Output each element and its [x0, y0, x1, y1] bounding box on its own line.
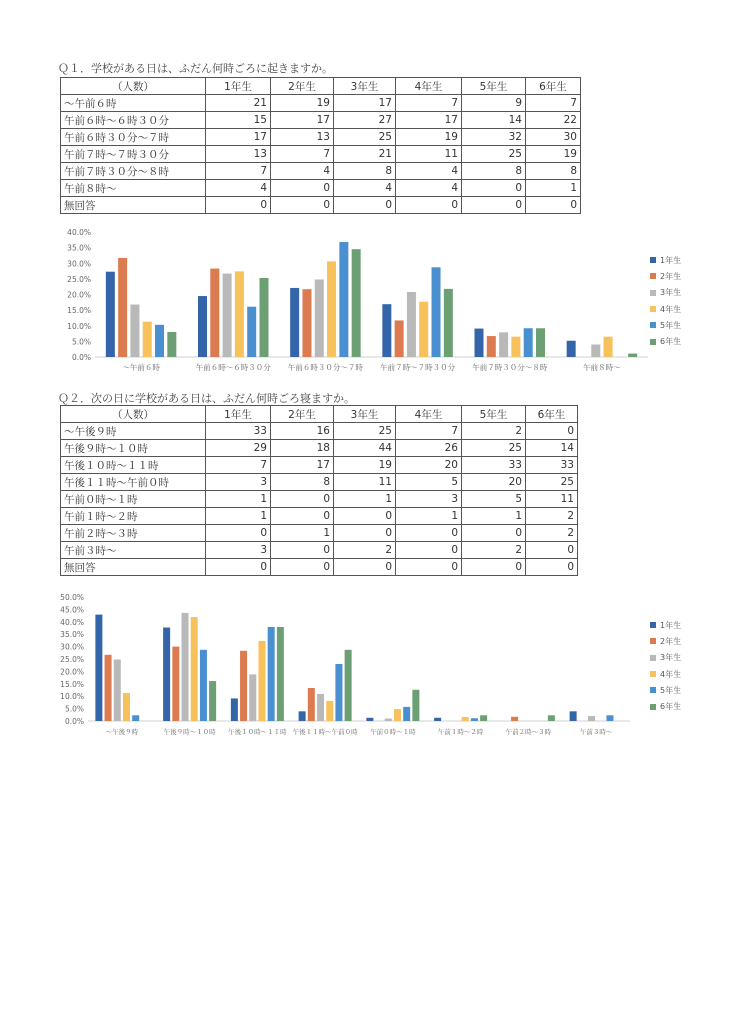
count-cell: 1 [206, 508, 271, 525]
bar [511, 717, 518, 721]
count-cell: 0 [334, 559, 396, 576]
x-tick-label: 午前３時〜 [579, 728, 613, 736]
y-tick-label: 50.0% [60, 593, 84, 602]
grade-header: 5年生 [462, 78, 526, 95]
count-cell: 30 [526, 129, 581, 146]
x-tick-label: 午後１１時〜午前０時 [292, 728, 358, 736]
count-cell: 11 [396, 146, 462, 163]
bar [385, 719, 392, 721]
bar [258, 641, 265, 721]
count-cell: 22 [526, 112, 581, 129]
count-cell: 25 [462, 440, 526, 457]
count-cell: 0 [396, 559, 462, 576]
count-cell: 20 [462, 474, 526, 491]
count-cell: 1 [526, 180, 581, 197]
count-cell: 0 [334, 508, 396, 525]
x-tick-label: 午前１時〜２時 [437, 728, 484, 736]
count-cell: 2 [526, 508, 578, 525]
x-tick-label: 午後９時〜１０時 [163, 728, 216, 736]
count-cell: 0 [334, 197, 396, 214]
row-label: 午前１時〜２時 [61, 508, 206, 525]
legend-label: 6年生 [660, 702, 682, 712]
row-label: 〜午後９時 [61, 423, 206, 440]
y-tick-label: 40.0% [67, 228, 91, 237]
legend-label: 5年生 [660, 320, 682, 330]
count-cell: 1 [396, 508, 462, 525]
bar [570, 711, 577, 721]
grade-header: 1年生 [206, 406, 271, 423]
row-label: 無回答 [61, 559, 206, 576]
count-cell: 21 [334, 146, 396, 163]
count-cell: 7 [396, 95, 462, 112]
grade-header: 2年生 [271, 406, 334, 423]
count-cell: 20 [396, 457, 462, 474]
count-cell: 2 [526, 525, 578, 542]
bar [114, 659, 121, 721]
row-label: 午前７時〜７時３０分 [61, 146, 206, 163]
bar [480, 715, 487, 721]
count-cell: 4 [206, 180, 271, 197]
count-cell: 21 [206, 95, 271, 112]
bar [163, 628, 170, 721]
unit-header: （人数） [61, 78, 206, 95]
y-tick-label: 0.0% [71, 353, 91, 362]
x-tick-label: 午前６時〜６時３０分 [195, 363, 271, 372]
count-cell: 27 [334, 112, 396, 129]
legend-swatch [650, 687, 656, 693]
bar [326, 701, 333, 721]
count-cell: 19 [271, 95, 334, 112]
count-cell: 4 [396, 180, 462, 197]
bar [277, 627, 284, 721]
count-cell: 5 [462, 491, 526, 508]
legend-item [650, 633, 681, 649]
count-cell: 0 [271, 180, 334, 197]
row-label: 午前７時３０分〜８時 [61, 163, 206, 180]
legend-label: 3年生 [660, 288, 682, 298]
count-cell: 33 [206, 423, 271, 440]
count-cell: 0 [271, 542, 334, 559]
count-cell: 4 [396, 163, 462, 180]
legend-label: 4年生 [660, 669, 682, 679]
count-cell: 18 [271, 440, 334, 457]
row-label: 午後１０時〜１１時 [61, 457, 206, 474]
row-label: 午前８時〜 [61, 180, 206, 197]
legend-item [650, 666, 681, 682]
count-cell: 13 [271, 129, 334, 146]
legend-item [650, 617, 681, 633]
grade-header: 4年生 [396, 78, 462, 95]
y-tick-label: 5.0% [71, 337, 91, 347]
y-tick-label: 45.0% [60, 605, 84, 615]
q2-legend [650, 617, 681, 715]
count-cell: 11 [526, 491, 578, 508]
bar [588, 716, 595, 721]
x-tick-label: 午前２時〜３時 [505, 728, 552, 736]
y-tick-label: 10.0% [60, 692, 84, 702]
count-cell: 19 [334, 457, 396, 474]
row-label: 〜午前６時 [61, 95, 206, 112]
grade-header: 6年生 [526, 406, 578, 423]
count-cell: 8 [334, 163, 396, 180]
legend-label: 1年生 [660, 620, 682, 630]
bar [366, 718, 373, 721]
count-cell: 3 [206, 474, 271, 491]
y-tick-label: 20.0% [60, 667, 84, 677]
count-cell: 7 [526, 95, 581, 112]
count-cell: 0 [271, 197, 334, 214]
count-cell: 3 [396, 491, 462, 508]
legend-item [650, 698, 681, 714]
count-cell: 7 [206, 163, 271, 180]
count-cell: 33 [462, 457, 526, 474]
y-tick-label: 25.0% [67, 274, 91, 284]
y-tick-label: 30.0% [67, 259, 91, 269]
count-cell: 3 [206, 542, 271, 559]
count-cell: 0 [396, 542, 462, 559]
row-label: 午後９時〜１０時 [61, 440, 206, 457]
count-cell: 11 [334, 474, 396, 491]
legend-label: 2年生 [660, 636, 682, 646]
count-cell: 8 [526, 163, 581, 180]
bar [132, 715, 139, 721]
bar [299, 711, 306, 721]
legend-label: 1年生 [660, 255, 682, 265]
count-cell: 4 [334, 180, 396, 197]
bar [548, 715, 555, 721]
count-cell: 33 [526, 457, 578, 474]
count-cell: 0 [526, 197, 581, 214]
count-cell: 13 [206, 146, 271, 163]
bar [268, 627, 275, 721]
bar [308, 688, 315, 721]
legend-label: 3年生 [660, 653, 682, 663]
count-cell: 0 [526, 542, 578, 559]
count-cell: 0 [271, 491, 334, 508]
unit-header: （人数） [61, 406, 206, 423]
y-tick-label: 35.0% [67, 243, 91, 253]
y-tick-label: 30.0% [60, 642, 84, 652]
legend-swatch [650, 704, 656, 710]
count-cell: 7 [206, 457, 271, 474]
count-cell: 17 [396, 112, 462, 129]
count-cell: 0 [462, 197, 526, 214]
bar [335, 664, 342, 721]
grade-header: 2年生 [271, 78, 334, 95]
y-tick-label: 40.0% [60, 617, 84, 627]
count-cell: 17 [206, 129, 271, 146]
bar [412, 690, 419, 721]
legend-swatch [650, 638, 656, 644]
count-cell: 0 [396, 197, 462, 214]
y-tick-label: 35.0% [60, 630, 84, 640]
row-label: 無回答 [61, 197, 206, 214]
grade-header: 4年生 [396, 406, 462, 423]
count-cell: 25 [462, 146, 526, 163]
grade-header: 5年生 [462, 406, 526, 423]
count-cell: 0 [526, 559, 578, 576]
count-cell: 7 [396, 423, 462, 440]
count-cell: 44 [334, 440, 396, 457]
y-tick-label: 15.0% [67, 306, 91, 316]
bar [123, 693, 130, 721]
x-tick-label: 午前７時〜７時３０分 [380, 363, 456, 372]
legend-label: 2年生 [660, 271, 682, 281]
count-cell: 25 [526, 474, 578, 491]
count-cell: 16 [271, 423, 334, 440]
count-cell: 17 [334, 95, 396, 112]
y-tick-label: 25.0% [60, 655, 84, 664]
count-cell: 19 [526, 146, 581, 163]
bar [394, 709, 401, 721]
count-cell: 7 [271, 146, 334, 163]
y-tick-label: 0.0% [64, 717, 84, 726]
grade-header: 1年生 [206, 78, 271, 95]
count-cell: 0 [334, 525, 396, 542]
row-label: 午前２時〜３時 [61, 525, 206, 542]
count-cell: 1 [206, 491, 271, 508]
count-cell: 15 [206, 112, 271, 129]
count-cell: 19 [396, 129, 462, 146]
bar [200, 650, 207, 721]
bar [471, 718, 478, 721]
x-tick-label: 午後１０時〜１１時 [228, 728, 287, 736]
bar [182, 613, 189, 721]
count-cell: 29 [206, 440, 271, 457]
count-cell: 14 [462, 112, 526, 129]
bar [249, 674, 256, 721]
count-cell: 1 [462, 508, 526, 525]
x-tick-label: 午前０時〜１時 [370, 728, 416, 736]
legend-label: 5年生 [660, 685, 682, 695]
count-cell: 0 [526, 423, 578, 440]
y-tick-label: 10.0% [67, 321, 91, 331]
bar [317, 694, 324, 721]
count-cell: 9 [462, 95, 526, 112]
count-cell: 2 [462, 542, 526, 559]
count-cell: 14 [526, 440, 578, 457]
count-cell: 1 [271, 525, 334, 542]
count-cell: 8 [271, 474, 334, 491]
row-label: 午前６時３０分〜７時 [61, 129, 206, 146]
x-tick-label: 〜午後９時 [105, 728, 139, 736]
count-cell: 0 [206, 525, 271, 542]
count-cell: 0 [462, 559, 526, 576]
y-tick-label: 15.0% [60, 679, 84, 689]
count-cell: 8 [462, 163, 526, 180]
row-label: 午前６時〜６時３０分 [61, 112, 206, 129]
count-cell: 0 [271, 508, 334, 525]
count-cell: 0 [396, 525, 462, 542]
count-cell: 26 [396, 440, 462, 457]
count-cell: 1 [334, 491, 396, 508]
count-cell: 0 [271, 559, 334, 576]
legend-swatch [650, 622, 656, 628]
bar [95, 615, 102, 721]
row-label: 午前３時〜 [61, 542, 206, 559]
count-cell: 32 [462, 129, 526, 146]
count-cell: 25 [334, 129, 396, 146]
bar [403, 707, 410, 721]
legend-item [650, 682, 681, 698]
grade-header: 3年生 [334, 406, 396, 423]
count-cell: 0 [462, 180, 526, 197]
bar [172, 647, 179, 721]
bar [191, 617, 198, 721]
bar [606, 715, 613, 721]
y-tick-label: 20.0% [67, 290, 91, 300]
legend-item [650, 650, 681, 666]
count-cell: 0 [462, 525, 526, 542]
count-cell: 17 [271, 457, 334, 474]
bar [434, 718, 441, 721]
count-cell: 4 [271, 163, 334, 180]
y-tick-label: 5.0% [64, 704, 84, 714]
bar [240, 651, 247, 721]
row-label: 午前０時〜１時 [61, 491, 206, 508]
count-cell: 5 [396, 474, 462, 491]
x-tick-label: 午前８時〜 [583, 363, 621, 372]
count-cell: 17 [271, 112, 334, 129]
legend-label: 6年生 [660, 337, 682, 347]
row-label: 午後１１時〜午前０時 [61, 474, 206, 491]
bar [209, 681, 216, 721]
x-tick-label: 午前６時３０分〜７時 [287, 363, 363, 372]
bar [105, 655, 112, 721]
x-tick-label: 〜午前６時 [122, 363, 160, 372]
q2-title: Ｑ２．次の日に学校がある日は、ふだん何時ごろ寝ますか。 [58, 392, 355, 405]
bar [231, 698, 238, 721]
count-cell: 0 [206, 197, 271, 214]
count-cell: 2 [462, 423, 526, 440]
bar [345, 650, 352, 721]
q1-title: Ｑ１．学校がある日は、ふだん何時ごろに起きますか。 [58, 62, 333, 75]
x-tick-label: 午前７時３０分〜８時 [472, 363, 548, 372]
legend-label: 4年生 [660, 304, 682, 314]
legend-swatch [650, 655, 656, 661]
count-cell: 25 [334, 423, 396, 440]
bar [462, 717, 469, 721]
grade-header: 3年生 [334, 78, 396, 95]
count-cell: 0 [206, 559, 271, 576]
count-cell: 2 [334, 542, 396, 559]
grade-header: 6年生 [526, 78, 581, 95]
legend-swatch [650, 671, 656, 677]
